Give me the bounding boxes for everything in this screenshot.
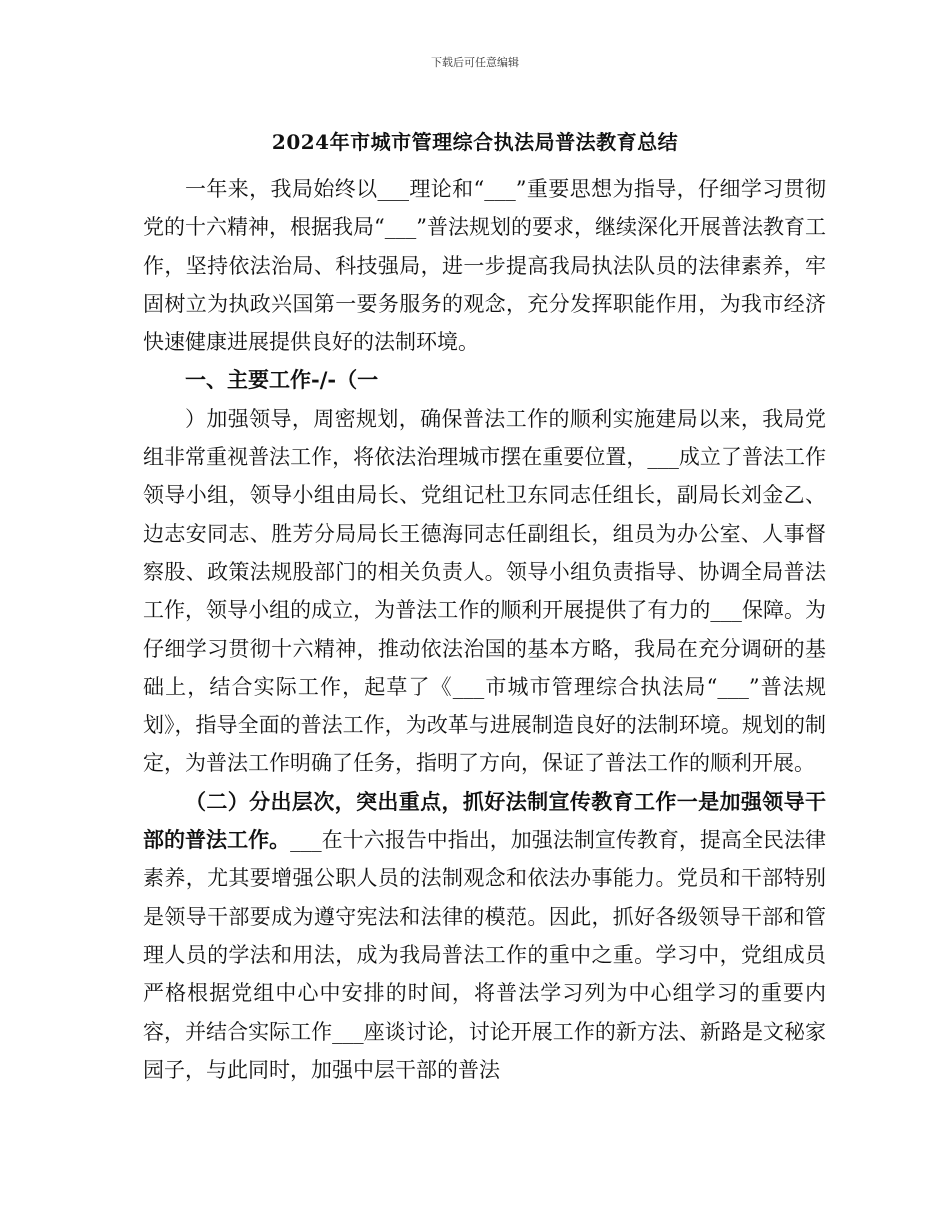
- paragraph-levels: [143, 783, 826, 1089]
- subsection-heading: （二）分出层次，突出重点，抓好法制宣传教育工作一是加强领导干部的普法工作。: [143, 788, 826, 853]
- intro-paragraph: 一年来，我局始终以___理论和“___”重要思想为指导，仔细学习贯彻党的十六精神，根据我局“___”普法规划的要求，继续深化开展普法教育工作，坚持依法治局、科技强局，进一步提高我局执法队员的法律素养，牢固树立为执政兴国第一要务服务的观念，充分发挥职能作用，为我市经济快速健康进展提供良好的法制环境。: [143, 177, 826, 355]
- paragraph-levels-text: ___在十六报告中指出，加强法制宣传教育，提高全民法律素养，尤其要增强公职人员的法制观念和依法办事能力。党员和干部特别是领导干部要成为遵守宪法和法律的模范。因此，抓好各级领导干部和管理人员的学法和用法，成为我局普法工作的重中之重。学习中，党组成员严格根据党组中心中安排的时间，将普法学习列为中心组学习的重要内容，并结合实际工作___座谈讨论，讨论开展工作的新方法、新路是文秘家园子，与此同时，加强中层干部的普法: [143, 828, 827, 1082]
- header-note: 下载后可任意编辑: [431, 56, 519, 69]
- section-heading-main-work: 一、主要工作-/-（一: [185, 367, 379, 393]
- document-body: [143, 170, 826, 1089]
- paragraph-leadership: ）加强领导，周密规划，确保普法工作的顺利实施建局以来，我局党组非常重视普法工作，将依法治理城市摆在重要位置，___成立了普法工作领导小组，领导小组由局长、党组记杜卫东同志任组长，副局长刘金乙、边志安同志、胜芳分局局长王德海同志任副组长，组员为办公室、人事督察股、政策法规股部门的相关负责人。领导小组负责指导、协调全局普法工作，领导小组的成立，为普法工作的顺利开展提供了有力的___保障。为仔细学习贯彻十六精神，推动依法治国的基本方略，我局在充分调研的基础上，结合实际工作，起草了《___市城市管理综合执法局“___”普法规划》，指导全面的普法工作，为改革与进展制造良好的法制环境。规划的制定，为普法工作明确了任务，指明了方向，保证了普法工作的顺利开展。: [143, 406, 826, 776]
- document-title: 2024年市城市管理综合执法局普法教育总结: [271, 130, 679, 154]
